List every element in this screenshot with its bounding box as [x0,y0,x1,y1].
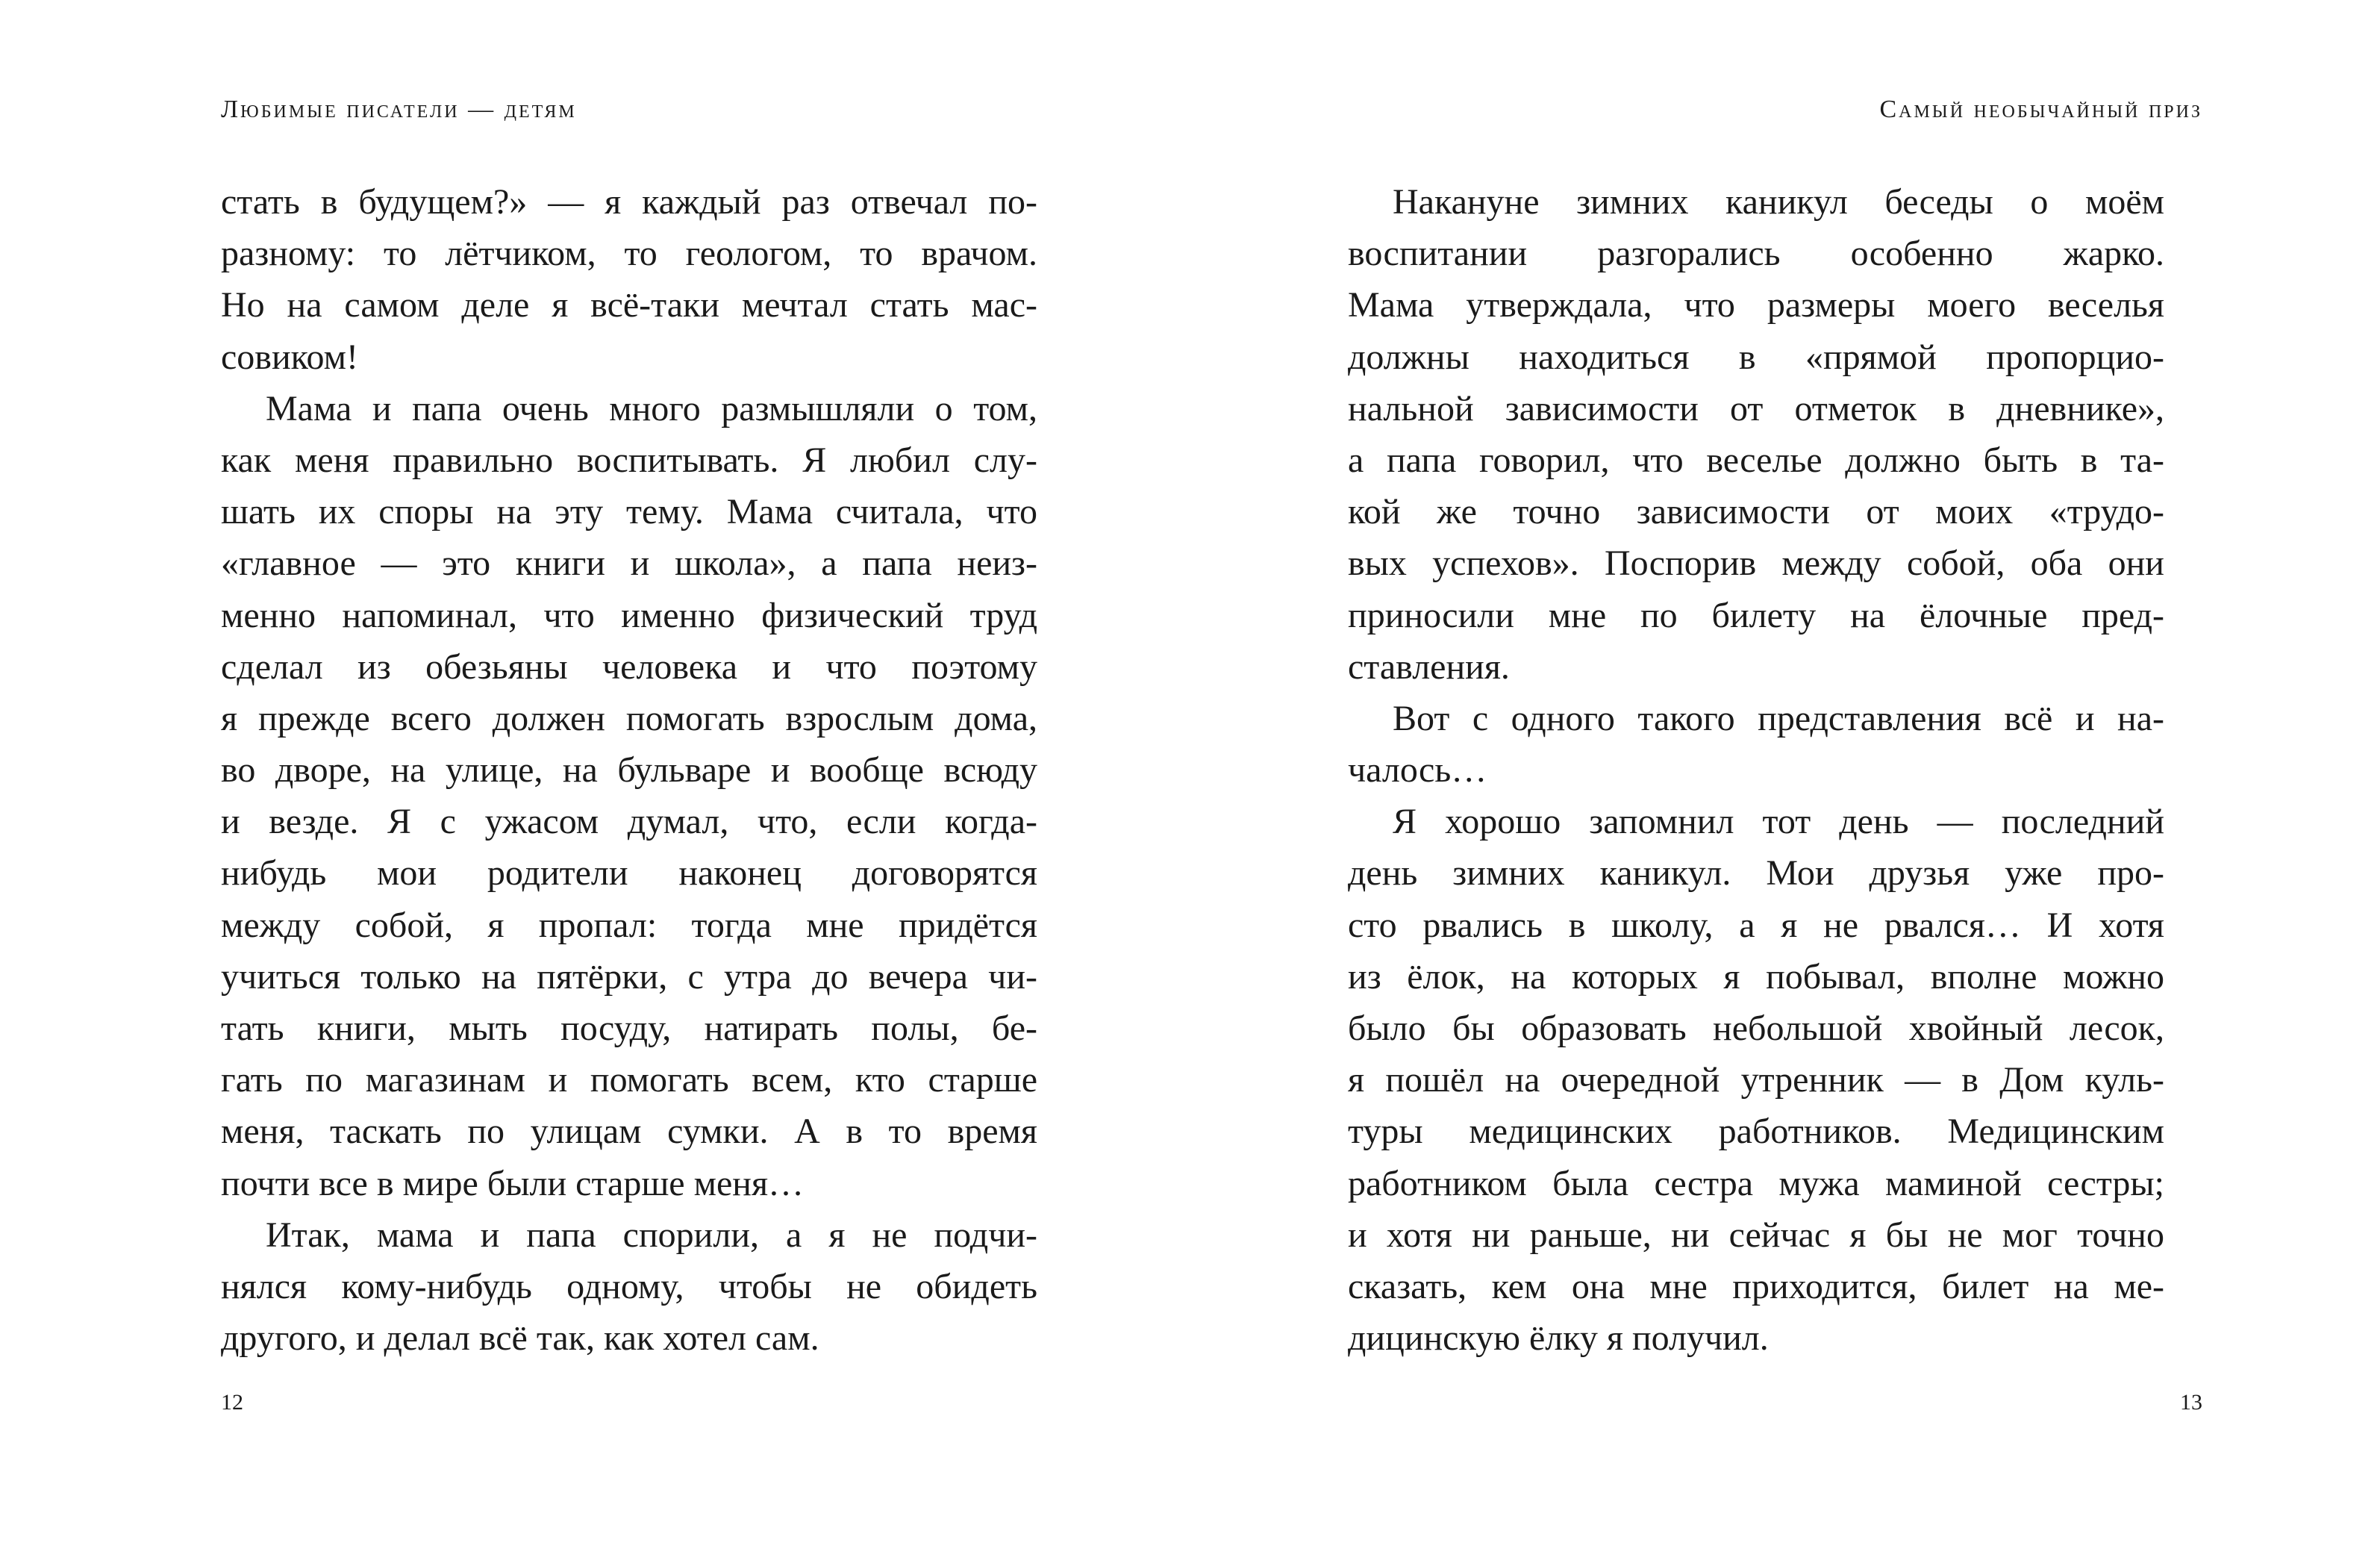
text-line: Мама и папа очень много размышляли о том, [266,388,1037,428]
left-page-text [221,176,1037,1364]
text-line: дицинскую ёлку я получил. [1348,1318,1769,1359]
text-line: из ёлок, на которых я побывал, вполне можно [1348,956,2164,997]
text-line: было бы образовать небольшой хвойный лесок, [1348,1009,2164,1048]
running-head-left: Любимые писатели — детям [221,96,577,123]
text-line: работником была сестра мужа маминой сестры; [1348,1163,2164,1203]
text-line: меня, таскать по улицам сумки. А в то время [221,1112,1037,1152]
text-line: ставления. [1348,646,1510,687]
text-line: между собой, я пропал: тогда мне придётся [221,905,1037,945]
text-line: воспитании разгорались особенно жарко. [1348,234,2164,274]
text-line: я пошёл на очередной утренник — в Дом куль- [1348,1060,2164,1100]
text-line: как меня правильно воспитывать. Я любил слу- [221,440,1037,480]
text-line: я прежде всего должен помогать взрослым дома, [221,698,1037,738]
text-line: сказать, кем она мне приходится, билет на ме- [1348,1266,2164,1306]
text-line: стать в будущем?» — я каждый раз отвечал по- [221,182,1037,222]
text-line: шать их споры на эту тему. Мама считала, что [221,492,1037,532]
text-line: должны находиться в «прямой пропорцио- [1348,337,2164,377]
text-line: Итак, мама и папа спорили, а я не подчи- [266,1215,1037,1255]
text-line: почти все в мире были старше меня… [221,1163,805,1203]
text-line: тать книги, мыть посуду, натирать полы, бе- [221,1009,1037,1048]
text-line: чалось… [1348,750,1487,791]
text-line: туры медицинских работников. Медицинским [1348,1112,2164,1152]
right-page-text [1348,176,2164,1364]
running-head-right: Самый необычайный приз [1879,96,2202,123]
text-line: сделал из обезьяны человека и что поэтому [221,646,1037,687]
text-line: Вот с одного такого представления всё и на- [1393,698,2164,738]
text-line: а папа говорил, что веселье должно быть в та- [1348,440,2164,480]
text-line: Накануне зимних каникул беседы о моём [1393,182,2164,222]
text-line: разному: то лётчиком, то геологом, то врачом. [221,234,1037,274]
text-line: гать по магазинам и помогать всем, кто старше [221,1060,1037,1100]
text-line: «главное — это книги и школа», а папа неиз- [221,543,1037,584]
text-line: совиком! [221,337,358,377]
text-line: учиться только на пятёрки, с утра до вечера чи- [221,956,1037,997]
page-number-left: 12 [221,1390,243,1415]
text-line: вых успехов». Поспорив между собой, оба они [1348,543,2164,584]
text-line: менно напоминал, что именно физический труд [221,595,1037,635]
text-line: нялся кому-нибудь одному, чтобы не обидеть [221,1266,1037,1306]
right-page [1190,0,2380,1543]
text-line: другого, и делал всё так, как хотел сам. [221,1318,819,1359]
text-line: нальной зависимости от отметок в дневнике», [1348,388,2164,428]
text-line: и везде. Я с ужасом думал, что, если когда- [221,802,1037,842]
page-number-right: 13 [2180,1390,2202,1415]
text-line: приносили мне по билету на ёлочные пред- [1348,595,2164,635]
text-line: и хотя ни раньше, ни сейчас я бы не мог точно [1348,1215,2164,1255]
text-line: нибудь мои родители наконец договорятся [221,853,1037,894]
text-line: кой же точно зависимости от моих «трудо- [1348,492,2164,532]
text-line: день зимних каникул. Мои друзья уже про- [1348,853,2164,894]
text-line: Мама утверждала, что размеры моего веселья [1348,285,2164,325]
text-line: Я хорошо запомнил тот день — последний [1393,802,2164,842]
text-line: Но на самом деле я всё-таки мечтал стать мас- [221,285,1037,325]
text-line: сто рвались в школу, а я не рвался… И хотя [1348,905,2164,945]
text-line: во дворе, на улице, на бульваре и вообще всюду [221,750,1037,791]
